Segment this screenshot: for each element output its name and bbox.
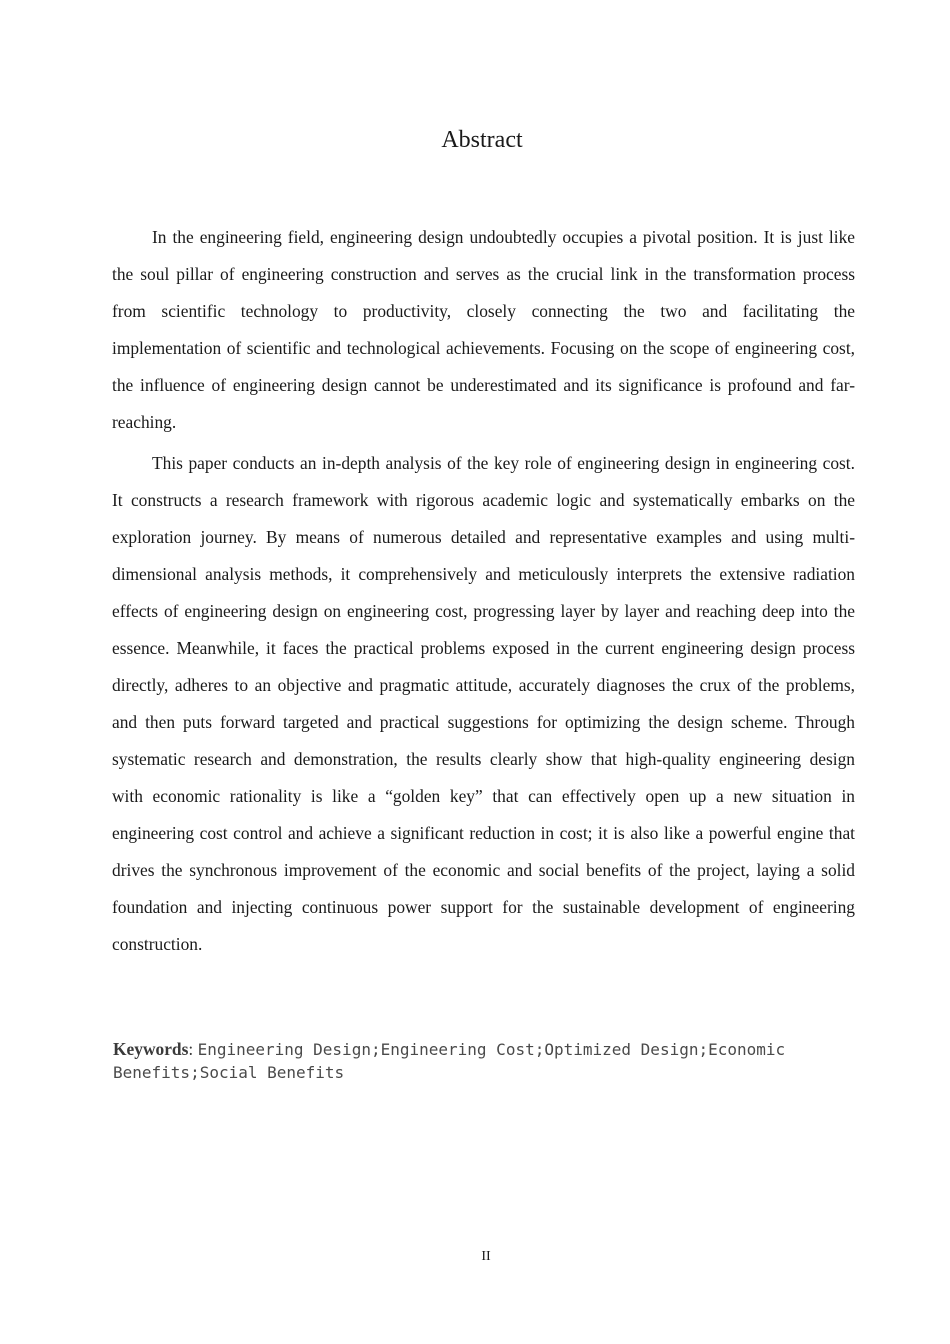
keywords-label: Keywords <box>113 1039 189 1059</box>
keywords-separator: : <box>188 1039 194 1059</box>
page-title: Abstract <box>441 127 523 153</box>
abstract-paragraph-1: In the engineering field, engineering design undoubtedly occupies a pivotal position. It is just like the soul pillar of engineering construction and serves as the crucial link in the transformation process from scientific technology to productivity, closely connecting the two and facilitating the implementation of scientific and technological achievements. Focusing on the scope of engineering cost, the influence of engineering design cannot be underestimated and its significance is profound and far-reaching. <box>112 227 855 432</box>
keywords-values: Engineering Design;Engineering Cost;Optimized Design;Economic Benefits;Social Benefits <box>113 1040 786 1082</box>
abstract-body <box>112 219 855 967</box>
abstract-paragraph-2: This paper conducts an in-depth analysis of the key role of engineering design in engineering cost. It constructs a research framework with rigorous academic logic and systematically embarks on the exploration journey. By means of numerous detailed and representative examples and using multi-dimensional analysis methods, it comprehensively and meticulously interprets the extensive radiation effects of engineering design on engineering cost, progressing layer by layer and reaching deep into the essence. Meanwhile, it faces the practical problems exposed in the current engineering design process directly, adheres to an objective and pragmatic attitude, accurately diagnoses the crux of the problems, and then puts forward targeted and practical suggestions for optimizing the design scheme. Through systematic research and demonstration, the results clearly show that high-quality engineering design with economic rationality is like a “golden key” that can effectively open up a new situation in engineering cost control and achieve a significant reduction in cost; it is also like a powerful engine that drives the synchronous improvement of the economic and social benefits of the project, laying a solid foundation and injecting continuous power support for the sustainable development of engineering construction. <box>112 453 855 954</box>
page-number: II <box>481 1249 491 1264</box>
keywords-line <box>113 1038 858 1084</box>
